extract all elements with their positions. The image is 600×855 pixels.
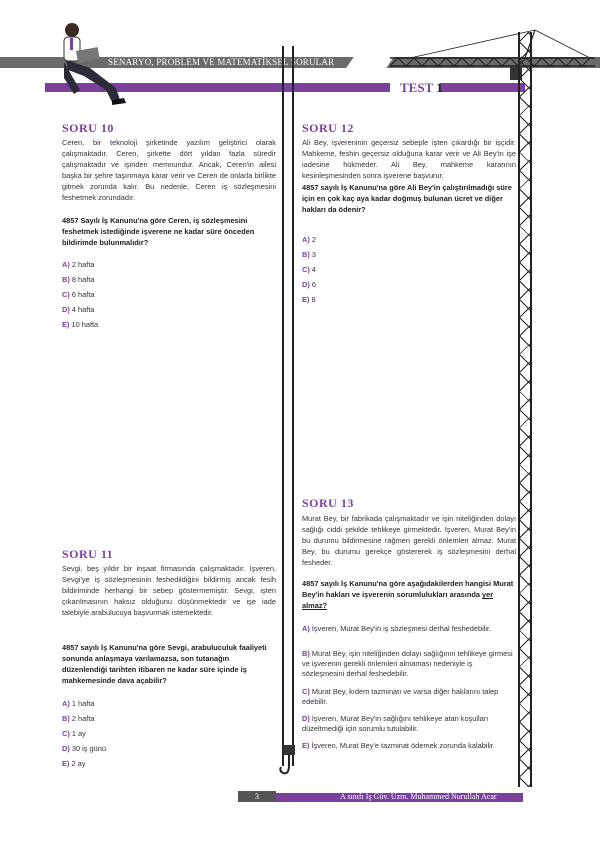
crane-tower bbox=[518, 32, 532, 787]
option-a[interactable] bbox=[62, 260, 94, 270]
option-text: Murat Bey, işin niteliğinden dolayı sağlığının tehlikeye girmesi ve işverenin gerekli önlemleri almaması nedeniyle iş sözleşmesini derhal feshedebilir. bbox=[302, 649, 513, 678]
option-letter: B) bbox=[62, 275, 70, 284]
question-12-title: SORU 12 bbox=[302, 121, 354, 135]
option-text: İşveren, Murat Bey'in iş sözleşmesi derhal feshedebilir. bbox=[311, 624, 492, 633]
option-letter: A) bbox=[62, 699, 70, 708]
option-letter: D) bbox=[62, 744, 70, 753]
option-letter: D) bbox=[62, 305, 70, 314]
option-text: 2 bbox=[311, 235, 316, 244]
option-b[interactable] bbox=[62, 714, 94, 724]
option-d[interactable] bbox=[62, 744, 106, 754]
option-text: 8 bbox=[311, 295, 316, 304]
option-letter: E) bbox=[62, 759, 70, 768]
option-text: Murat Bey, kıdem tazminatı ve varsa diğer haklarını talep edebilir. bbox=[302, 687, 499, 706]
option-c[interactable] bbox=[62, 729, 86, 739]
option-b[interactable] bbox=[62, 275, 94, 285]
test-number: 1 bbox=[436, 80, 443, 95]
question-10-prompt: 4857 Sayılı İş Kanunu'na göre Ceren, iş sözleşmesini feshetmek istediğinde işverene ne kadar süre önceden bildirimde bulunmalıdır? bbox=[62, 216, 255, 248]
question-13-text: Murat Bey, bir fabrikada çalışmaktadır ve işin niteliğinden dolayı sağlığı ciddi şekilde tehlikeye girmektedir. İşveren, Murat Bey'in bu durumu bildirmesine rağmen gerekli önlemleri almaz. Murat Bey, bu durumu gerekçe göstererek iş sözleşmesini derhal fesheder. bbox=[302, 514, 516, 568]
option-d[interactable] bbox=[62, 305, 94, 315]
option-c[interactable] bbox=[302, 687, 516, 707]
option-letter: A) bbox=[302, 235, 310, 244]
question-10-title: SORU 10 bbox=[62, 121, 114, 135]
option-letter: D) bbox=[302, 280, 310, 289]
crane-jib bbox=[380, 28, 600, 88]
option-text: 1 ay bbox=[71, 729, 86, 738]
option-letter: B) bbox=[302, 250, 310, 259]
option-letter: C) bbox=[302, 265, 310, 274]
question-10-text: Ceren, bir teknoloji şirketinde yazılım geliştirici olarak çalışmaktadır. Ceren, şirkette dört yıldan fazla süredir çalışmaktadır ve işinden memnundur. Ancak, Ceren'in ailesi başka bir şehre taşınmaya karar verir ve Ceren de onlarla birlikte gitmek zorunda kalır. Bu nedenle, Ceren iş sözleşmesini feshetmek zorundadır. bbox=[62, 138, 276, 203]
option-letter: E) bbox=[62, 320, 70, 329]
option-letter: E) bbox=[302, 295, 310, 304]
option-text: İşveren, Murat Bey'e tazminat ödemek zorunda kalabilir. bbox=[311, 741, 495, 750]
option-c[interactable] bbox=[302, 265, 316, 275]
center-pole bbox=[282, 46, 294, 766]
option-text: 2 ay bbox=[71, 759, 86, 768]
option-d[interactable] bbox=[302, 280, 316, 290]
option-letter: C) bbox=[302, 687, 310, 696]
crane-hook-icon bbox=[276, 745, 302, 781]
option-text: İşveren, Murat Bey'in sağlığını tehlikeye atan koşulları düzeltmediği için sorumlu tutulabilir. bbox=[302, 714, 489, 733]
option-d[interactable] bbox=[302, 714, 516, 734]
option-letter: E) bbox=[302, 741, 310, 750]
option-letter: C) bbox=[62, 290, 70, 299]
option-letter: B) bbox=[62, 714, 70, 723]
option-text: 2 hafta bbox=[71, 260, 95, 269]
option-letter: A) bbox=[62, 260, 70, 269]
option-letter: A) bbox=[302, 624, 310, 633]
option-a[interactable] bbox=[302, 235, 316, 245]
option-text: 6 hafta bbox=[71, 290, 95, 299]
option-letter: B) bbox=[302, 649, 310, 658]
option-text: 3 bbox=[311, 250, 316, 259]
question-12-text: Ali Bey, işvereninin geçersiz sebeple işten çıkardığı bir işçidir. Mahkeme, feshin geçersiz olduğuna karar verir ve Ali Bey'in işe iadesine hükmeder. Ali Bey, mahkeme kararının kesinleşmesinden sonra işverene başvurur. bbox=[302, 138, 516, 181]
option-a[interactable] bbox=[302, 624, 516, 634]
option-e[interactable] bbox=[302, 295, 316, 305]
man-with-laptop-illustration bbox=[50, 18, 140, 118]
question-13-prompt-text: 4857 sayılı İş Kanunu'na göre aşağıdakilerden hangisi Murat Bey'in hakları ve işverenin sorumlulukları arasında bbox=[302, 579, 514, 600]
option-letter: D) bbox=[302, 714, 310, 723]
question-12-prompt: 4857 sayılı İş Kanunu'na göre Ali Bey'in çalıştırılmadığı süre için en çok kaç aya kadar doğmuş bulunan ücret ve diğer hakları da ödenir? bbox=[302, 183, 512, 215]
page-number: 3 bbox=[238, 791, 276, 802]
option-text: 4 bbox=[311, 265, 316, 274]
question-11-prompt: 4857 sayılı İş Kanunu'na göre Sevgi, arabuluculuk faaliyeti sonunda anlaşmaya varılamazsa, son tutanağın düzenlendiği tarihten itibaren ne kadar süre içinde iş mahkemesinde dava açabilir? bbox=[62, 643, 267, 686]
question-13-prompt bbox=[302, 578, 516, 611]
option-text: 1 hafta bbox=[71, 699, 95, 708]
option-a[interactable] bbox=[62, 699, 94, 709]
option-e[interactable] bbox=[62, 759, 85, 769]
header-title: SENARYO, PROBLEM VE MATEMATİKSEL SORULAR bbox=[108, 57, 335, 67]
option-e[interactable] bbox=[302, 741, 516, 751]
test-label-text: TEST bbox=[400, 80, 434, 95]
option-text: 8 hafta bbox=[71, 275, 95, 284]
option-text: 10 hafta bbox=[71, 320, 99, 329]
option-c[interactable] bbox=[62, 290, 94, 300]
option-letter: C) bbox=[62, 729, 70, 738]
option-text: 30 iş günü bbox=[71, 744, 106, 753]
footer-author: A sınıfı İş Güv. Uzm. Muhammed Nurullah Acar bbox=[340, 792, 497, 801]
option-text: 2 hafta bbox=[71, 714, 95, 723]
option-e[interactable] bbox=[62, 320, 98, 330]
option-b[interactable] bbox=[302, 250, 316, 260]
question-13-prompt-underlined: yer almaz? bbox=[302, 590, 494, 611]
option-text: 4 hafta bbox=[71, 305, 95, 314]
option-text: 6 bbox=[311, 280, 316, 289]
option-b[interactable] bbox=[302, 649, 516, 679]
question-11-text: Sevgi, beş yıldır bir inşaat firmasında çalışmaktadır. İşveren, Sevgi'ye iş sözleşmesinin feshedildiğini bildirmiş ancak fesih bildiriminde herhangi bir sebep göstermemiştir. Sevgi, işten çıkarılmasının haksız olduğunu düşünmektedir ve işe iade talebiyle arabulucuya başvurmak istemektedir. bbox=[62, 564, 276, 618]
question-11-title: SORU 11 bbox=[62, 547, 114, 561]
question-13-title: SORU 13 bbox=[302, 496, 354, 510]
